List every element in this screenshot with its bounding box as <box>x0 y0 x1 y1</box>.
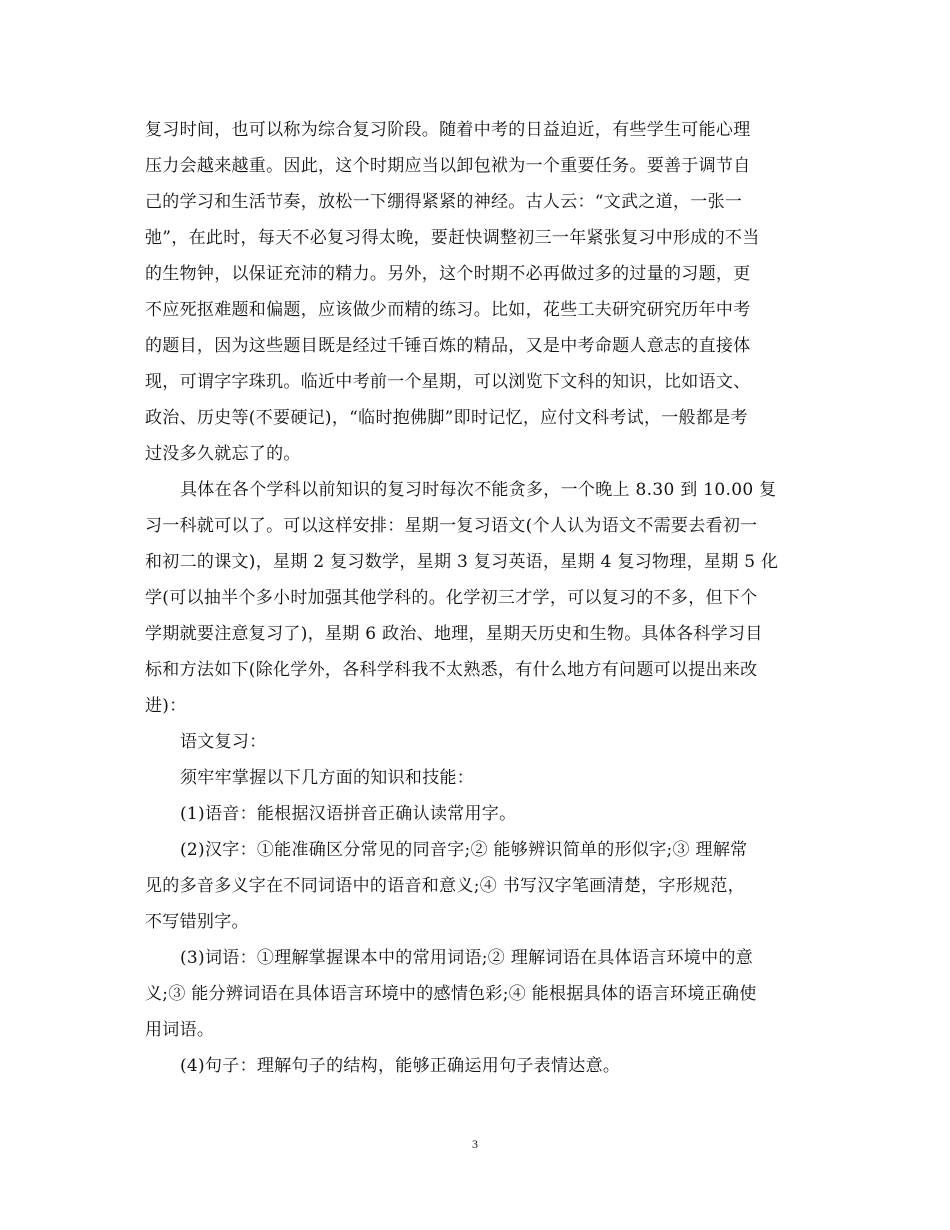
text-line: 具体在各个学科以前知识的复习时每次不能贪多，一个晚上 8.30 到 10.00 复 <box>180 480 777 500</box>
text-line: 进)： <box>145 696 187 716</box>
section-heading: 语文复习： <box>180 732 267 752</box>
text-line: 学(可以抽半个多小时加强其他学科的。化学初三才学，可以复习的不多，但下个 <box>145 588 758 608</box>
text-line: 学期就要注意复习了)，星期 6 政治、地理，星期天历史和生物。具体各科学习目 <box>145 624 763 644</box>
text-line: 不应死抠难题和偏题，应该做少而精的练习。比如，花些工夫研究研究历年中考 <box>145 300 751 320</box>
text-line: 的生物钟，以保证充沛的精力。另外，这个时期不必再做过多的过量的习题，更 <box>145 264 751 284</box>
text-line: 须牢牢掌握以下几方面的知识和技能： <box>180 768 475 788</box>
text-line: 己的学习和生活节奏，放松一下绷得紧紧的神经。古人云：“文武之道，一张一 <box>145 192 743 212</box>
text-line: 习一科就可以了。可以这样安排：星期一复习语文(个人认为语文不需要去看初一 <box>145 516 758 536</box>
text-line: 的题目，因为这些题目既是经过千锤百炼的精品，又是中考命题人意志的直接体 <box>145 336 751 356</box>
text-line: 见的多音多义字在不同词语中的语音和意义;④ 书写汉字笔画清楚，字形规范， <box>145 876 745 896</box>
page-number: 3 <box>472 1137 478 1151</box>
list-item: (3)词语：①理解掌握课本中的常用词语;② 理解词语在具体语言环境中的意 <box>180 948 754 968</box>
text-line: 用词语。 <box>145 1020 215 1040</box>
text-line: 标和方法如下(除化学外，各科学科我不太熟悉，有什么地方有问题可以提出来改 <box>145 660 758 680</box>
text-line: 压力会越来越重。因此，这个时期应当以卸包袱为一个重要任务。要善于调节自 <box>145 156 751 176</box>
list-item: (2)汉字：①能准确区分常见的同音字;② 能够辨识简单的形似字;③ 理解常 <box>180 840 748 860</box>
text-line: 复习时间，也可以称为综合复习阶段。随着中考的日益迫近，有些学生可能心理 <box>145 120 751 140</box>
text-line: 不写错别字。 <box>145 912 249 932</box>
text-line: 政治、历史等(不要硬记)，“临时抱佛脚”即时记忆，应付文科考试，一般都是考 <box>145 408 748 428</box>
text-line: 弛”，在此时，每天不必复习得太晚，要赶快调整初三一年紧张复习中形成的不当 <box>145 228 760 248</box>
text-line: 义;③ 能分辨词语在具体语言环境中的感情色彩;④ 能根据具体的语言环境正确使 <box>145 984 757 1004</box>
text-line: 和初二的课文)，星期 2 复习数学，星期 3 复习英语，星期 4 复习物理，星期 5 化 <box>145 552 779 572</box>
list-item: (4)句子：理解句子的结构，能够正确运用句子表情达意。 <box>180 1056 621 1076</box>
text-line: 现，可谓字字珠玑。临近中考前一个星期，可以浏览下文科的知识，比如语文、 <box>145 372 751 392</box>
text-line: 过没多久就忘了的。 <box>145 444 301 464</box>
list-item: (1)语音：能根据汉语拼音正确认读常用字。 <box>180 804 517 824</box>
